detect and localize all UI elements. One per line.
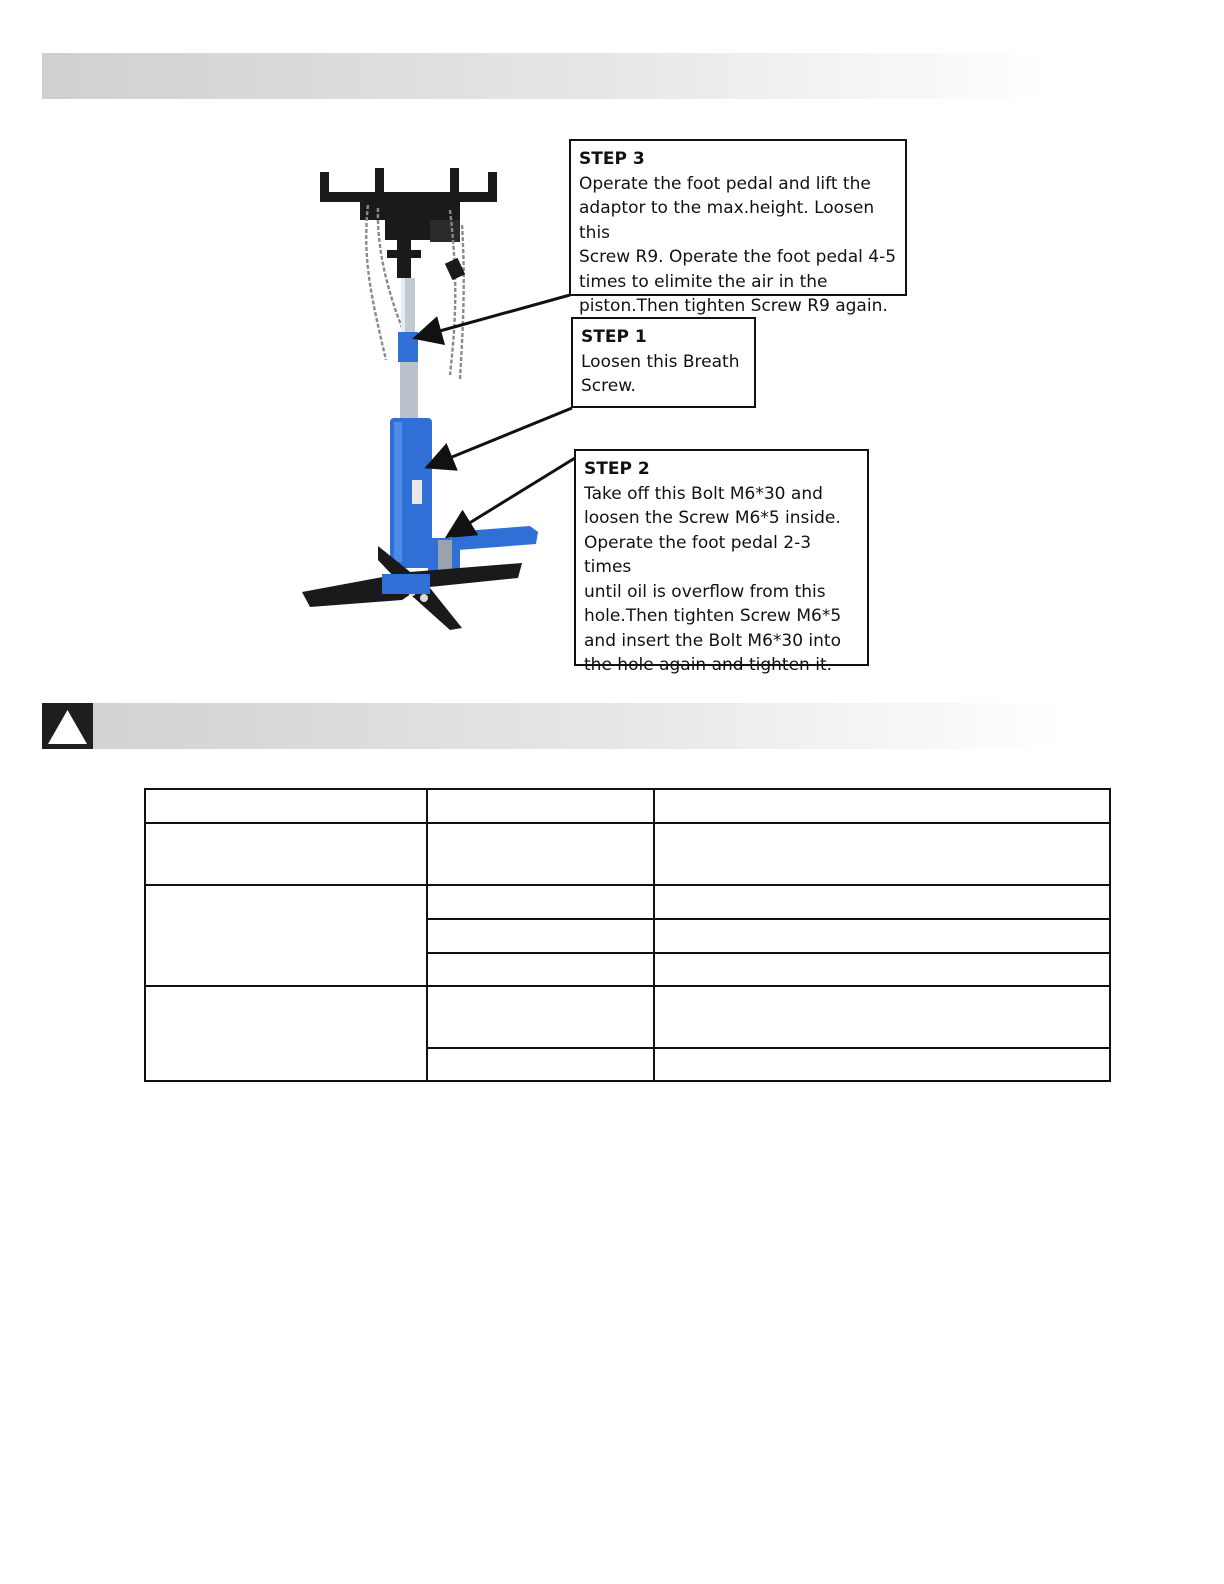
step-3-title: STEP 3 xyxy=(579,149,645,169)
step-3-text: Operate the foot pedal and lift the adaptor to the max.height. Loosen this Screw R9. Operate the foot pedal 4-5 times to elimite the air in the piston.Then tighten Screw R9 again. xyxy=(579,173,897,316)
step-2-text: Take off this Bolt M6*30 and loosen the Screw M6*5 inside. Operate the foot pedal 2-3 times until oil is overflow from this hole.Then tighten Screw M6*5 and insert the Bolt M6*30 into the hole again and tighten it. xyxy=(584,483,842,675)
step-3-callout xyxy=(569,139,907,316)
warning-box xyxy=(42,703,93,749)
troubleshooting-header-bar xyxy=(42,703,1062,749)
warning-triangle-icon xyxy=(42,703,93,749)
step-1-text: Loosen this Breath Screw. xyxy=(581,351,740,396)
step-2-title: STEP 2 xyxy=(584,459,650,479)
step-1-title: STEP 1 xyxy=(581,327,647,347)
step-2-callout xyxy=(574,449,869,675)
troubleshooting-table xyxy=(144,788,1111,1082)
step-1-callout xyxy=(571,317,756,408)
